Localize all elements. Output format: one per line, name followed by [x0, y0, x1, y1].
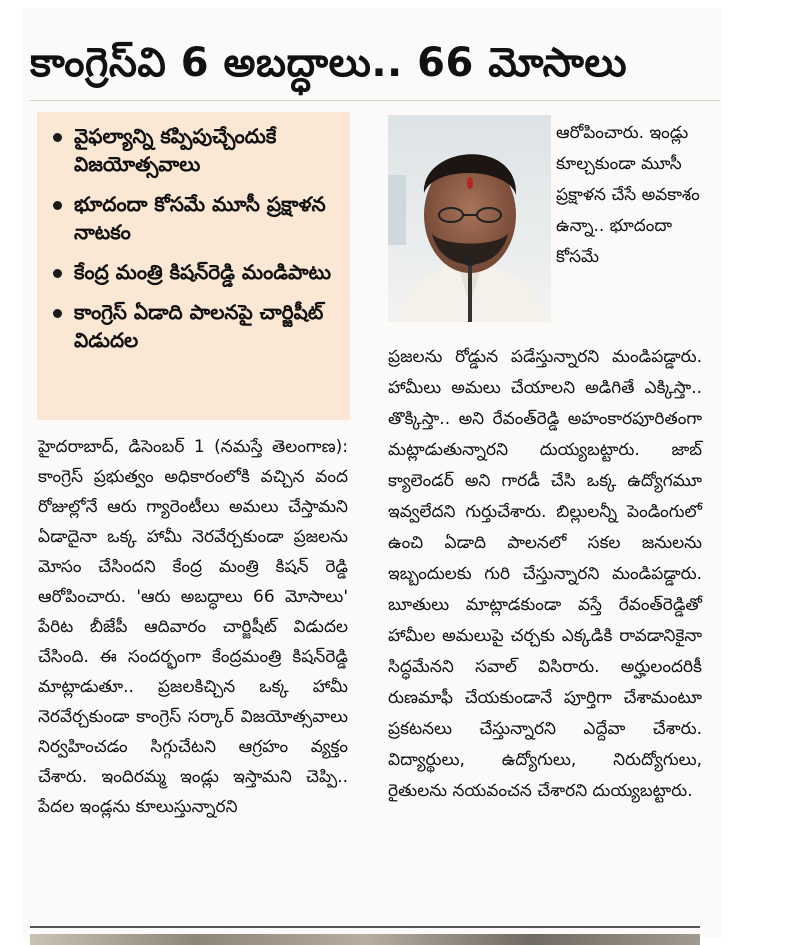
highlight-text: భూదందా కోసమే మూసీ ప్రక్షాళన నాటకం — [74, 192, 326, 244]
highlights-box — [37, 112, 350, 420]
next-article-strip — [30, 934, 700, 945]
highlight-text: కాంగ్రెస్ ఏడాది పాలనపై చార్జిషీట్ విడుదల — [74, 300, 324, 352]
highlight-item — [53, 190, 342, 246]
article-headline: కాంగ్రెస్‌వి 6 అబద్ధాలు.. 66 మోసాలు — [30, 40, 628, 86]
highlight-item — [53, 122, 342, 178]
highlight-item — [53, 298, 342, 354]
highlight-text: వైఫల్యాన్ని కప్పిపుచ్చేందుకే విజయోత్సవాలు — [74, 124, 277, 176]
bottom-divider — [30, 926, 700, 928]
article-column-right-top: ఆరోపించారు. ఇండ్లు కూల్చకుండా మూసీ ప్రక్షాళన చేసే అవకాశం ఉన్నా.. భూదందా కోసమే — [556, 123, 700, 267]
article-column-left: హైదరాబాద్, డిసెంబర్ 1 (నమస్తే తెలంగాణ): కాంగ్రెస్ ప్రభుత్వం అధికారంలోకి వచ్చిన వంద రోజుల్లోనే ఆరు గ్యారెంటీలు అమలు చేస్తామని ఏడాదైనా ఒక్క హామీ నెరవేర్చకుండా ప్రజలను మోసం చేసిందని కేంద్ర మంత్రి కిషన్ రెడ్డి ఆరోపించారు. 'ఆరు అబద్ధాలు 66 మోసాలు' పేరిట బీజేపీ ఆదివారం చార్జిషీట్ విడుదల చేసింది. ఈ సందర్భంగా కేంద్రమంత్రి కిషన్‌రెడ్డి మాట్లాడుతూ.. ప్రజలకిచ్చిన ఒక్క హామీ నెరవేర్చకుండా కాంగ్రెస్ సర్కార్ విజయోత్సవాలు నిర్వహించడం సిగ్గుచేటని ఆగ్రహం వ్యక్తం చేశారు. ఇందిరమ్మ ఇండ్లు ఇస్తామని చెప్పి.. పేదల ఇండ్లను కూలుస్తున్నారని — [38, 437, 348, 817]
highlight-text: కేంద్ర మంత్రి కిషన్‌రెడ్డి మండిపాటు — [74, 260, 332, 284]
bullet-icon — [53, 309, 62, 318]
headline-divider — [30, 100, 720, 101]
bullet-icon — [53, 133, 62, 142]
bullet-icon — [53, 269, 62, 278]
article-column-right: ప్రజలను రోడ్డున పడేస్తున్నారని మండిపడ్డారు. హామీలు అమలు చేయాలని అడిగితే ఎక్కిస్తా.. తొక్కిస్తా.. అని రేవంత్‌రెడ్డి అహంకారపూరితంగా మట్లాడుతున్నారని దుయ్యబట్టారు. జాబ్ క్యాలెండర్ అని గారడీ చేసి ఒక్క ఉద్యోగమూ ఇవ్వలేదని గుర్తుచేశారు. బిల్లులన్నీ పెండింగులో ఉంచి ఏడాది పాలనలో సకల జనులను ఇబ్బందులకు గురి చేస్తున్నారని మండిపడ్డారు. బూతులు మాట్లాడకుండా వస్తే రేవంత్‌రెడ్డితో హామీల అమలుపై చర్చకు ఎక్కడికి రావడానికైనా సిద్ధమేనని సవాల్ విసిరారు. అర్హులందరికీ రుణమాఫీ చేయకుండానే పూర్తిగా చేశామంటూ ప్రకటనలు చేస్తున్నారని ఎద్దేవా చేశారు. విద్యార్థులు, ఉద్యోగులు, నిరుద్యోగులు, రైతులను నయవంచన చేశారని దుయ్యబట్టారు. — [388, 347, 702, 801]
highlight-item — [53, 258, 342, 286]
bullet-icon — [53, 201, 62, 210]
page-margin — [722, 0, 800, 945]
portrait-photo — [388, 115, 551, 322]
